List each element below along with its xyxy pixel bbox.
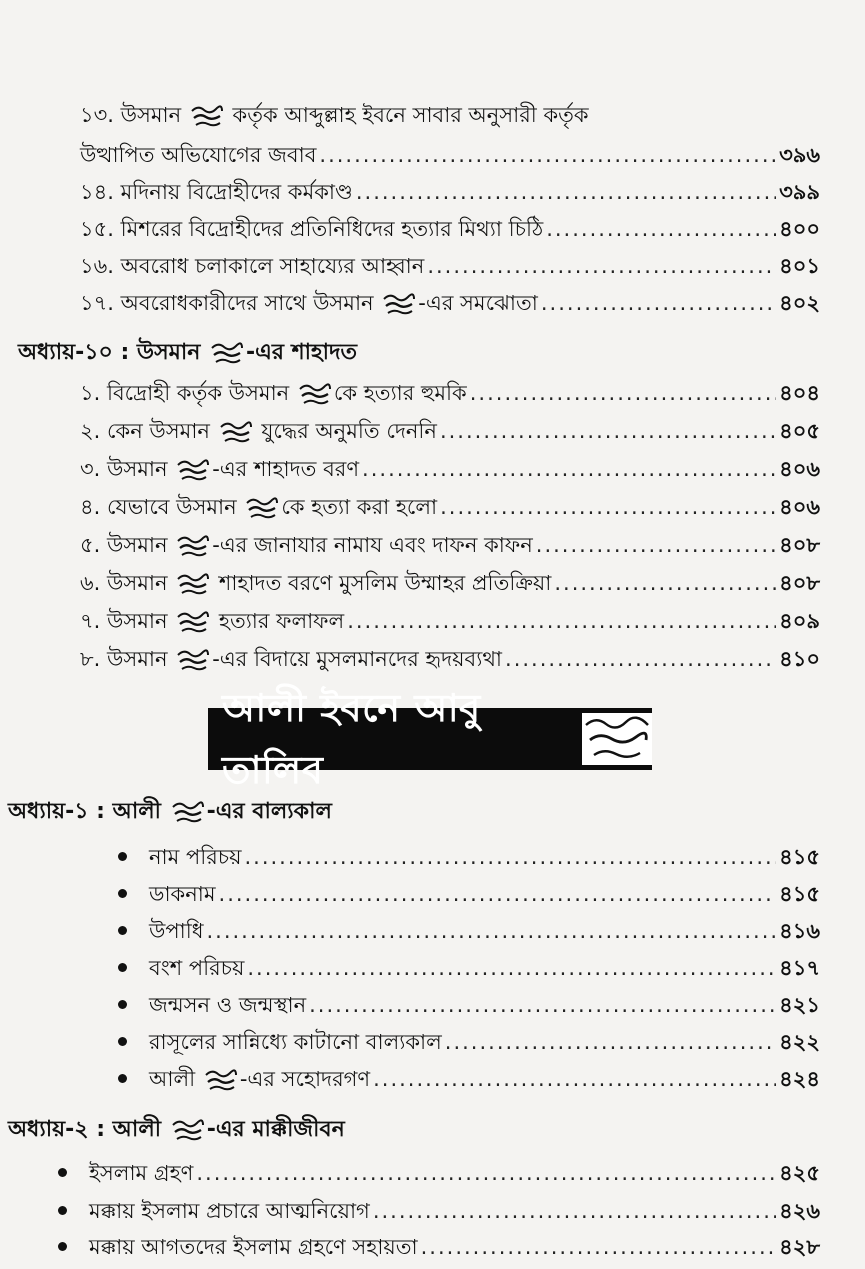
toc-entry[interactable]	[118, 916, 820, 946]
honorific-icon	[176, 458, 210, 482]
entry-title: ৩. উসমান -এর শাহাদত বরণ	[80, 457, 360, 481]
honorific-icon	[176, 648, 210, 672]
dot-leader	[373, 1196, 776, 1226]
entry-title: বংশ পরিচয়	[118, 953, 244, 983]
page-number: ৪০২	[779, 291, 820, 315]
page-number: ৪১৫	[779, 882, 820, 906]
page-number: ৪০৮	[779, 571, 820, 595]
dot-leader	[206, 916, 776, 946]
page-number: ৪০৪	[779, 381, 820, 405]
toc-entry[interactable]	[80, 568, 820, 598]
honorific-icon	[176, 610, 210, 634]
entry-title: ১৭. অবরোধকারীদের সাথে উসমান -এর সমঝোতা	[80, 291, 538, 315]
dot-leader	[541, 288, 776, 318]
toc-entry[interactable]	[80, 644, 820, 674]
entry-title: উপাধি	[118, 916, 203, 946]
entry-title: ডাকনাম	[118, 879, 216, 909]
toc-entry[interactable]	[80, 100, 820, 130]
chapter-heading[interactable]: অধ্যায়-২ : আলী -এর মাক্কীজীবন	[8, 1117, 345, 1142]
bullet-icon	[118, 926, 127, 935]
honorific-icon	[210, 341, 244, 365]
bullet-icon	[118, 1000, 127, 1009]
toc-entry[interactable]	[80, 288, 820, 318]
page-number: ৪০০	[779, 217, 820, 241]
dot-leader	[373, 1064, 776, 1094]
banner-title: আলী ইবনে আবু তালিব	[222, 686, 481, 792]
entry-title: ৫. উসমান -এর জানাযার নামায এবং দাফন কাফন	[80, 533, 533, 557]
page-number: ৪১৫	[779, 845, 820, 869]
toc-entry[interactable]	[80, 492, 820, 522]
bullet-icon	[118, 852, 127, 861]
entry-title: ২. কেন উসমান যুদ্ধের অনুমতি দেননি	[80, 419, 437, 443]
page-number: ৪১০	[779, 647, 820, 671]
page-number: ৪০৬	[779, 495, 820, 519]
toc-entry[interactable]	[80, 416, 820, 446]
toc-entry[interactable]	[80, 530, 820, 560]
toc-entry[interactable]	[58, 1232, 820, 1262]
entry-title: ১. বিদ্রোহী কর্তৃক উসমান কে হত্যার হুমকি	[80, 381, 467, 405]
honorific-icon	[171, 1118, 205, 1142]
honorific-icon	[245, 496, 279, 520]
honorific-icon	[204, 1068, 238, 1092]
toc-entry[interactable]	[58, 1196, 820, 1226]
dot-leader	[319, 140, 776, 170]
toc-entry[interactable]	[80, 214, 820, 244]
entry-title: ১৩. উসমান কর্তৃক আব্দুল্লাহ ইবনে সাবার অনুসারী কর্তৃক	[80, 103, 589, 127]
page-number: ৪২২	[779, 1030, 820, 1054]
entry-title: ১৪. মদিনায় বিদ্রোহীদের কর্মকাণ্ড	[80, 180, 353, 204]
honorific-icon	[382, 292, 416, 316]
toc-entry[interactable]	[80, 251, 820, 281]
dot-leader	[470, 378, 776, 408]
honorific-icon	[582, 713, 652, 765]
bullet-icon	[118, 889, 127, 898]
dot-leader	[554, 568, 776, 598]
page-number: ৪০১	[779, 254, 820, 278]
bullet-icon	[58, 1168, 67, 1177]
dot-leader	[445, 1027, 776, 1057]
entry-title: উত্থাপিত অভিযোগের জবাব	[80, 143, 317, 167]
toc-entry[interactable]	[118, 879, 820, 909]
page-number: ৪০৯	[779, 609, 820, 633]
dot-leader	[309, 990, 776, 1020]
toc-entry[interactable]	[80, 606, 820, 636]
toc-entry[interactable]	[118, 953, 820, 983]
toc-entry[interactable]	[118, 1064, 820, 1094]
entry-title: ৭. উসমান হত্যার ফলাফল	[80, 609, 345, 633]
page-number: ৪০৮	[779, 533, 820, 557]
page-number: ৩৯৯	[779, 180, 820, 204]
bullet-icon	[118, 1074, 127, 1083]
toc-entry[interactable]	[118, 842, 820, 872]
toc-entry[interactable]	[118, 990, 820, 1020]
toc-entry[interactable]	[80, 378, 820, 408]
dot-leader	[247, 953, 776, 983]
dot-leader	[362, 454, 776, 484]
page-number: ৪২৪	[779, 1067, 820, 1091]
chapter-heading[interactable]: অধ্যায়-১০ : উসমান -এর শাহাদত	[18, 340, 358, 365]
bullet-icon	[118, 1037, 127, 1046]
dot-leader	[546, 214, 776, 244]
page-number: ৪২৬	[779, 1199, 820, 1223]
honorific-icon	[190, 104, 224, 128]
page-number: ৪১৭	[779, 956, 820, 980]
dot-leader	[440, 492, 776, 522]
toc-entry[interactable]	[80, 177, 820, 207]
toc-entry[interactable]	[58, 1158, 820, 1188]
honorific-icon	[219, 420, 253, 444]
page-number: ৪১৬	[779, 919, 820, 943]
dot-leader	[427, 251, 776, 281]
entry-title: মক্কায় আগতদের ইসলাম গ্রহণে সহায়তা	[58, 1232, 418, 1262]
dot-leader	[440, 416, 776, 446]
toc-entry-continued[interactable]	[80, 140, 820, 170]
dot-leader	[244, 842, 776, 872]
bullet-icon	[58, 1206, 67, 1215]
entry-title: ৮. উসমান -এর বিদায়ে মুসলমানদের হৃদয়ব্যথা	[80, 647, 503, 671]
entry-title: নাম পরিচয়	[118, 842, 241, 872]
dot-leader	[421, 1232, 776, 1262]
toc-entry[interactable]	[118, 1027, 820, 1057]
entry-title: ১৫. মিশরের বিদ্রোহীদের প্রতিনিধিদের হত্যার মিথ্যা চিঠি	[80, 217, 544, 241]
dot-leader	[219, 879, 777, 909]
honorific-icon	[176, 572, 210, 596]
dot-leader	[196, 1158, 776, 1188]
part-banner	[208, 686, 652, 792]
bullet-icon	[58, 1242, 67, 1251]
entry-title: আলী -এর সহোদরগণ	[118, 1064, 370, 1094]
entry-title: রাসূলের সান্নিধ্যে কাটানো বাল্যকাল	[118, 1027, 442, 1057]
toc-entry[interactable]	[80, 454, 820, 484]
entry-title: ১৬. অবরোধ চলাকালে সাহায্যের আহ্বান	[80, 254, 425, 278]
page-number: ৪২৫	[779, 1161, 820, 1185]
dot-leader	[536, 530, 776, 560]
entry-title: ৬. উসমান শাহাদত বরণে মুসলিম উম্মাহর প্রতিক্রিয়া	[80, 571, 552, 595]
page-number: ৩৯৬	[779, 143, 820, 167]
entry-title: ৪. যেভাবে উসমান কে হত্যা করা হলো	[80, 495, 438, 519]
entry-title: ইসলাম গ্রহণ	[58, 1158, 193, 1188]
page-number: ৪২১	[779, 993, 820, 1017]
chapter-heading[interactable]: অধ্যায়-১ : আলী -এর বাল্যকাল	[8, 799, 332, 824]
entry-title: জন্মসন ও জন্মস্থান	[118, 990, 306, 1020]
dot-leader	[505, 644, 776, 674]
dot-leader	[347, 606, 776, 636]
honorific-icon	[171, 800, 205, 824]
page-number: ৪২৮	[779, 1235, 820, 1259]
entry-title: মক্কায় ইসলাম প্রচারে আত্মনিয়োগ	[58, 1196, 370, 1226]
page-number: ৪০৫	[779, 419, 820, 443]
bullet-icon	[118, 963, 127, 972]
page-number: ৪০৬	[779, 457, 820, 481]
dot-leader	[356, 177, 776, 207]
honorific-icon	[298, 382, 332, 406]
honorific-icon	[176, 534, 210, 558]
